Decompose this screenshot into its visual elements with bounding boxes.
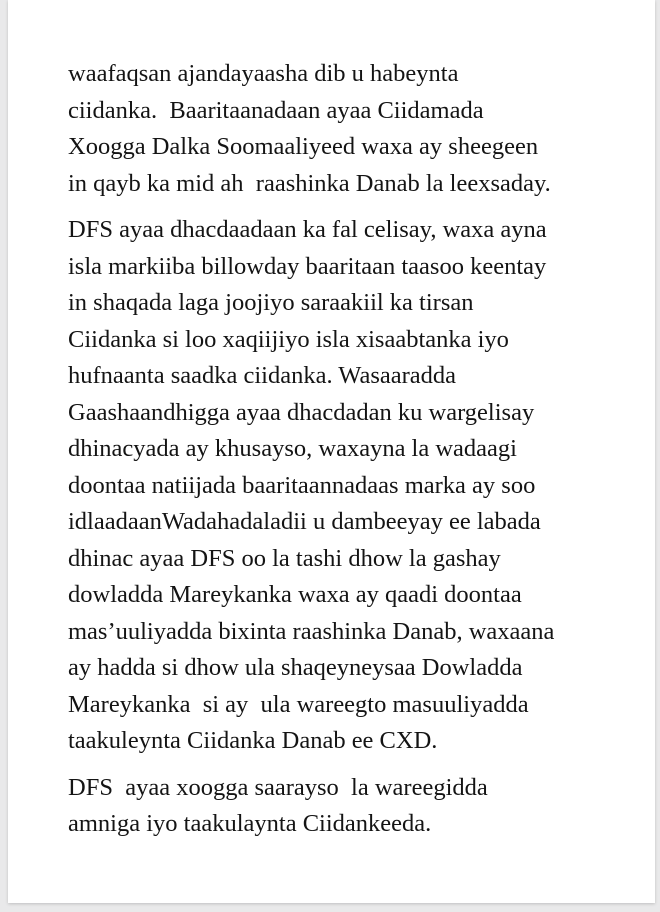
text-line: idlaadaanWadahadaladii u dambeeyay ee labada	[68, 508, 541, 535]
text-line: DFS ayaa dhacdaadaan ka fal celisay, waxa ayna	[68, 216, 547, 243]
text-line: ciidanka. Baaritaanadaan ayaa Ciidamada	[68, 96, 484, 124]
text-line: amniga iyo taakulaynta Ciidankeeda.	[68, 810, 432, 837]
text-line: ay hadda si dhow ula shaqeyneysaa Dowladda	[68, 654, 523, 681]
text-line: doontaa natiijada baaritaannadaas marka ay soo	[68, 471, 536, 499]
text-line: taakuleynta Ciidanka Danab ee CXD.	[68, 727, 438, 754]
text-line: dhinac ayaa DFS oo la tashi dhow la gashay	[68, 544, 501, 572]
document-page	[8, 0, 655, 903]
text-line: hufnaanta saadka ciidanka. Wasaaradda	[68, 362, 457, 389]
text-line: in shaqada laga joojiyo saraakiil ka tirsan	[68, 289, 474, 316]
text-line: Gaashaandhigga ayaa dhacdadan ku wargelisay	[68, 398, 535, 426]
text-line: in qayb ka mid ah raashinka Danab la leexsaday.	[68, 169, 551, 197]
text-line: waafaqsan ajandayaasha dib u habeynta	[68, 60, 459, 87]
paragraph-1	[68, 56, 628, 202]
paragraph-2	[68, 212, 628, 760]
text-line: Ciidanka si loo xaqiijiyo isla xisaabtanka iyo	[68, 325, 509, 353]
text-line: dowladda Mareykanka waxa ay qaadi doontaa	[68, 581, 522, 608]
text-line: dhinacyada ay khusayso, waxayna la wadaagi	[68, 435, 517, 462]
document-body	[68, 56, 628, 853]
text-line: DFS ayaa xoogga saarayso la wareegidda	[68, 773, 488, 801]
text-line: Xoogga Dalka Soomaaliyeed waxa ay sheegeen	[68, 133, 539, 160]
paragraph-3	[68, 770, 628, 843]
text-line: mas’uuliyadda bixinta raashinka Danab, waxaana	[68, 617, 555, 645]
text-line: Mareykanka si ay ula wareegto masuuliyadda	[68, 690, 529, 718]
text-line: isla markiiba billowday baaritaan taasoo keentay	[68, 252, 547, 280]
